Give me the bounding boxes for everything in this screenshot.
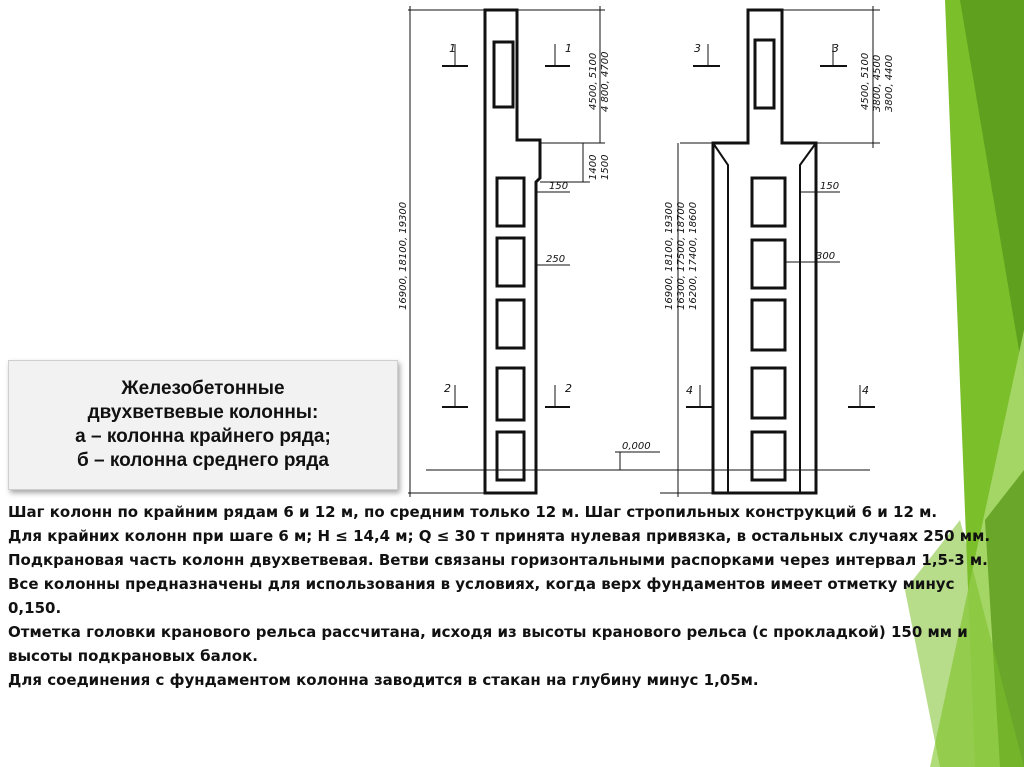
caption-line-1: Железобетонные bbox=[121, 378, 285, 399]
paragraph-1: Шаг колонн по крайним рядам 6 и 12 м, по средним только 12 м. Шаг стропильных конструкций 6 и 12 м. bbox=[8, 503, 938, 521]
caption-box bbox=[8, 360, 398, 490]
caption-line-2: двухветвевые колонны: bbox=[87, 402, 319, 423]
dim-a-150: 150 bbox=[549, 181, 569, 192]
dim-b-150: 150 bbox=[820, 181, 840, 192]
dim-a-mid2: 1500 bbox=[600, 154, 611, 180]
dim-b-top: 4500, 5100 bbox=[860, 52, 871, 110]
dim-b-top2: 3800, 4500 bbox=[872, 54, 883, 112]
dim-a-250: 250 bbox=[546, 254, 566, 265]
dim-b-total3: 16200, 17400, 18600 bbox=[688, 201, 699, 310]
section-3-left: 3 bbox=[694, 42, 701, 55]
dim-b-total2: 16300, 17500, 18700 bbox=[676, 201, 687, 310]
caption-line-4: б – колонна среднего ряда bbox=[77, 450, 329, 471]
column-a bbox=[485, 10, 540, 493]
dim-a-total: 16900, 18100, 19300 bbox=[398, 201, 409, 310]
section-2-left: 2 bbox=[444, 382, 451, 395]
paragraph-3: Подкрановая часть колонн двухветвевая. Ветви связаны горизонтальными распорками через интервал 1,5-3 м. bbox=[8, 551, 988, 569]
dim-b-total: 16900, 18100, 19300 bbox=[664, 201, 675, 310]
dim-b-300: 300 bbox=[816, 251, 836, 262]
caption-line-3: а – колонна крайнего ряда; bbox=[75, 426, 331, 447]
body-text bbox=[8, 500, 1008, 692]
section-4-left: 4 bbox=[686, 384, 693, 397]
dim-a-mid: 1400 bbox=[588, 154, 599, 180]
section-2-right: 2 bbox=[565, 382, 572, 395]
paragraph-2: Для крайних колонн при шаге 6 м; Н ≤ 14,4 м; Q ≤ 30 т принята нулевая привязка, в остальных случаях 250 мм. bbox=[8, 527, 991, 545]
level-0: 0,000 bbox=[622, 441, 651, 452]
dim-b-top3: 3800, 4400 bbox=[884, 54, 895, 112]
paragraph-4: Все колонны предназначены для использования в условиях, когда верх фундаментов имеет отметку минус 0,150. bbox=[8, 575, 955, 617]
section-1-right: 1 bbox=[565, 42, 572, 55]
paragraph-6: Для соединения с фундаментом колонна заводится в стакан на глубину минус 1,05м. bbox=[8, 671, 759, 689]
dim-a-top2: 4 800, 4700 bbox=[600, 51, 611, 112]
paragraph-5: Отметка головки кранового рельса рассчитана, исходя из высоты кранового рельса (с прокладкой) 150 мм и высоты подкрановых балок. bbox=[8, 623, 968, 665]
section-4-right: 4 bbox=[862, 384, 869, 397]
section-1-left: 1 bbox=[449, 42, 456, 55]
dim-a-top: 4500, 5100 bbox=[588, 52, 599, 110]
dimension-lines bbox=[408, 6, 880, 497]
section-3-right: 3 bbox=[832, 42, 839, 55]
column-b bbox=[713, 10, 816, 493]
